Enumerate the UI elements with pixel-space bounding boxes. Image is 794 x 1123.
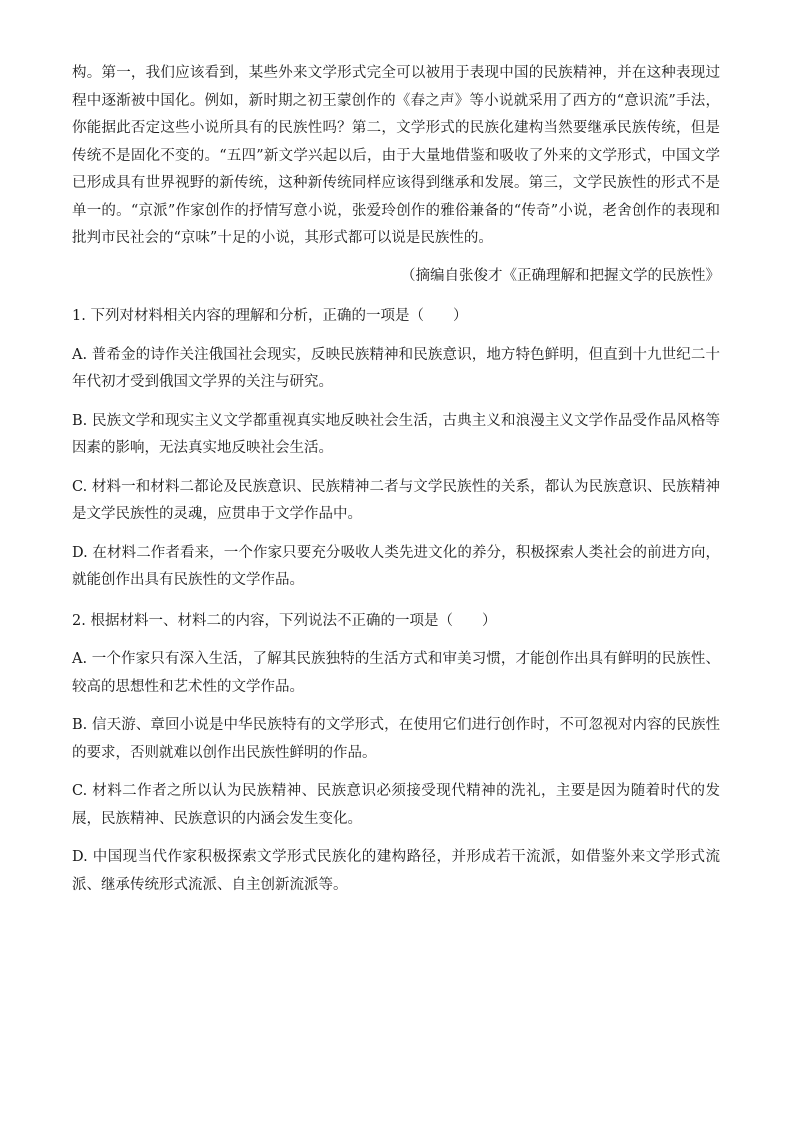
passage-text: 构。第一，我们应该看到，某些外来文学形式完全可以被用于表现中国的民族精神，并在这种表现过程中逐渐被中国化。例如，新时期之初王蒙创作的《春之声》等小说就采用了西方的“意识流”手法，你能据此否定这些小说所具有的民族性吗？第二，文学形式的民族化建构当然要继承民族传统，但是传统不是固化不变的。“五四”新文学兴起以后，由于大量地借鉴和吸收了外来的文学形式，中国文学已形成具有世界视野的新传统，这种新传统同样应该得到继承和发展。第三，文学民族性的形式不是单一的。“京派”作家创作的抒情写意小说，张爱玲创作的雅俗兼备的“传奇”小说，老舍创作的表现和批判市民社会的“京味”十足的小说，其形式都可以说是民族性的。 [72, 65, 720, 246]
document-page [72, 60, 720, 899]
question-2-stem: 2. 根据材料一、材料二的内容，下列说法不正确的一项是（ ） [72, 612, 497, 629]
passage-source: （摘编自张俊才《正确理解和把握文学的民族性》 [401, 267, 720, 284]
question-2-option-a: A. 一个作家只有深入生活，了解其民族独特的生活方式和审美习惯，才能创作出具有鲜明的民族性、较高的思想性和艺术性的文学作品。 [72, 651, 720, 695]
question-1-option-d: D. 在材料二作者看来，一个作家只要充分吸收人类先进文化的养分，积极探索人类社会的前进方向，就能创作出具有民族性的文学作品。 [72, 544, 720, 588]
question-1-option-a: A. 普希金的诗作关注俄国社会现实，反映民族精神和民族意识，地方特色鲜明，但直到十九世纪二十年代初才受到俄国文学界的关注与研究。 [72, 346, 720, 390]
question-1-option-b: B. 民族文学和现实主义文学都重视真实地反映社会生活，古典主义和浪漫主义文学作品受作品风格等因素的影响，无法真实地反映社会生活。 [72, 412, 720, 456]
question-2-option-b: B. 信天游、章回小说是中华民族特有的文学形式，在使用它们进行创作时，不可忽视对内容的民族性的要求，否则就难以创作出民族性鲜明的作品。 [72, 717, 720, 761]
question-1-option-c: C. 材料一和材料二都论及民族意识、民族精神二者与文学民族性的关系，都认为民族意识、民族精神是文学民族性的灵魂，应贯串于文学作品中。 [72, 478, 720, 522]
question-2-option-c: C. 材料二作者之所以认为民族精神、民族意识必须接受现代精神的洗礼，主要是因为随着时代的发展，民族精神、民族意识的内涵会发生变化。 [72, 783, 720, 827]
question-2-option-d: D. 中国现当代作家积极探索文学形式民族化的建构路径，并形成若干流派，如借鉴外来文学形式流派、继承传统形式流派、自主创新流派等。 [72, 849, 720, 893]
question-1-stem: 1. 下列对材料相关内容的理解和分析，正确的一项是（ ） [72, 308, 468, 324]
